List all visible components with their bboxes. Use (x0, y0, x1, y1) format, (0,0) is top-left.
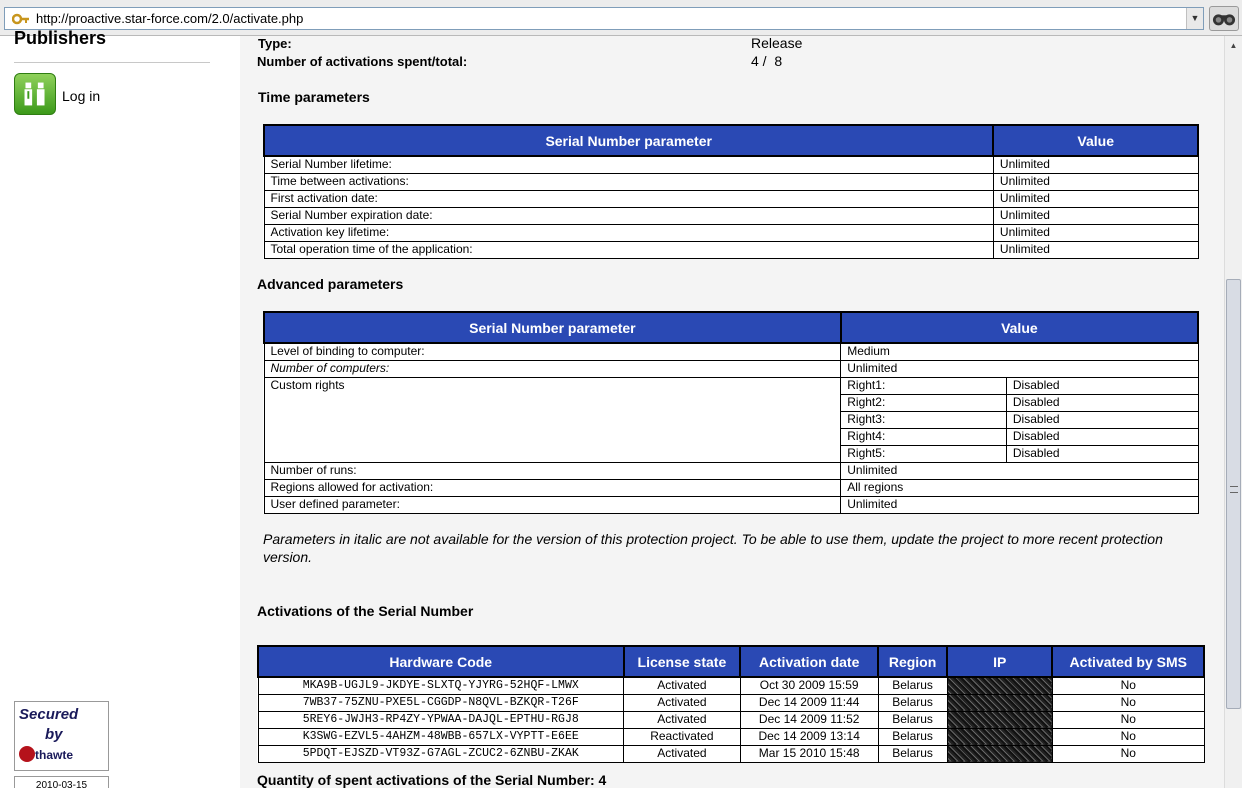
hardware-code: 7WB37-75ZNU-PXE5L-CGGDP-N8QVL-BZKQR-T26F (258, 694, 624, 711)
col-ip: IP (947, 646, 1052, 677)
region: Belarus (878, 728, 947, 745)
activated-by-sms: No (1052, 694, 1204, 711)
col-value: Value (993, 125, 1198, 156)
param-name: Serial Number lifetime: (264, 156, 993, 173)
type-label: Type: (258, 36, 292, 51)
col-serial-param: Serial Number parameter (264, 125, 993, 156)
key-icon (12, 11, 30, 27)
right-name: Right2: (841, 394, 1007, 411)
italic-params-note: Parameters in italic are not available for the version of this protection project. To be able to use them, update the project to more recent protection version. (263, 531, 1163, 565)
table-row (258, 728, 1204, 745)
license-state: Activated (624, 694, 741, 711)
col-serial-param: Serial Number parameter (264, 312, 841, 343)
param-name: Regions allowed for activation: (264, 479, 841, 496)
type-value: Release (751, 36, 803, 51)
param-value: Unlimited (993, 156, 1198, 173)
param-name: Serial Number expiration date: (264, 207, 993, 224)
time-params-heading: Time parameters (258, 89, 370, 105)
activations-count-value: 4 / 8 (751, 53, 783, 69)
table-row (258, 711, 1204, 728)
thawte-seal[interactable] (14, 701, 109, 771)
license-state: Activated (624, 745, 741, 762)
param-name: Total operation time of the application: (264, 241, 993, 258)
param-value: Unlimited (993, 173, 1198, 190)
table-row (264, 207, 1198, 224)
ip-redacted (947, 745, 1052, 762)
right-value: Disabled (1006, 445, 1198, 462)
table-row (264, 496, 1198, 513)
activation-date: Mar 15 2010 15:48 (740, 745, 878, 762)
login-link[interactable]: Log in (62, 88, 101, 104)
vertical-scrollbar[interactable] (1224, 36, 1242, 788)
user-login-icon[interactable] (14, 73, 56, 115)
param-name: Number of runs: (264, 462, 841, 479)
main-content (240, 36, 1224, 788)
param-value: Unlimited (841, 360, 1198, 377)
table-row (264, 360, 1198, 377)
scrollbar-grip-icon (1230, 486, 1238, 493)
hardware-code: 5REY6-JWJH3-RP4ZY-YPWAA-DAJQL-EPTHU-RGJ8 (258, 711, 624, 728)
param-name: Time between activations: (264, 173, 993, 190)
seal-date: 2010-03-15 (14, 776, 109, 788)
right-name: Right3: (841, 411, 1007, 428)
param-value: All regions (841, 479, 1198, 496)
advanced-params-table (263, 311, 1199, 514)
seal-text-secured: Secured (19, 706, 79, 723)
col-activated-by-sms: Activated by SMS (1052, 646, 1204, 677)
table-row (264, 343, 1198, 360)
seal-text-by: by (45, 726, 63, 743)
right-name: Right4: (841, 428, 1007, 445)
table-row (264, 377, 1198, 394)
param-name: Activation key lifetime: (264, 224, 993, 241)
license-state: Activated (624, 677, 741, 694)
param-name: Level of binding to computer: (264, 343, 841, 360)
table-row (264, 241, 1198, 258)
spent-activations-quantity (257, 772, 606, 788)
activation-date: Dec 14 2009 11:44 (740, 694, 878, 711)
url-dropdown-button[interactable]: ▼ (1186, 8, 1203, 29)
param-value: Unlimited (841, 462, 1198, 479)
table-row (264, 479, 1198, 496)
activations-heading: Activations of the Serial Number (257, 603, 474, 619)
right-name: Right1: (841, 377, 1007, 394)
activations-count-label: Number of activations spent/total: (257, 54, 468, 69)
right-value: Disabled (1006, 394, 1198, 411)
col-hardware-code: Hardware Code (258, 646, 624, 677)
custom-rights-label: Custom rights (264, 377, 841, 462)
param-value: Unlimited (841, 496, 1198, 513)
table-row (258, 694, 1204, 711)
ip-redacted (947, 694, 1052, 711)
region: Belarus (878, 677, 947, 694)
right-value: Disabled (1006, 428, 1198, 445)
sidebar-divider (14, 62, 210, 63)
table-row (264, 462, 1198, 479)
hardware-code: MKA9B-UGJL9-JKDYE-SLXTQ-YJYRG-52HQF-LMWX (258, 677, 624, 694)
quantity-label: Quantity of spent activations of the Serial Number: (257, 772, 595, 788)
activated-by-sms: No (1052, 728, 1204, 745)
activated-by-sms: No (1052, 745, 1204, 762)
sidebar-title: Publishers (14, 28, 107, 48)
activation-date: Oct 30 2009 15:59 (740, 677, 878, 694)
right-name: Right5: (841, 445, 1007, 462)
col-license-state: License state (624, 646, 741, 677)
advanced-params-heading: Advanced parameters (257, 276, 404, 292)
activated-by-sms: No (1052, 711, 1204, 728)
activation-date: Dec 14 2009 13:14 (740, 728, 878, 745)
hardware-code: K3SWG-EZVL5-4AHZM-48WBB-657LX-VYPTT-E6EE (258, 728, 624, 745)
ip-redacted (947, 711, 1052, 728)
address-bar (0, 0, 1242, 36)
region: Belarus (878, 694, 947, 711)
table-header-row (264, 312, 1198, 343)
param-name: User defined parameter: (264, 496, 841, 513)
ip-redacted (947, 677, 1052, 694)
url-text[interactable]: http://proactive.star-force.com/2.0/activate.php (36, 11, 304, 26)
activation-date: Dec 14 2009 11:52 (740, 711, 878, 728)
table-row (264, 156, 1198, 173)
activations-table (257, 645, 1205, 763)
sidebar (0, 28, 240, 788)
col-value: Value (841, 312, 1198, 343)
param-value: Unlimited (993, 207, 1198, 224)
thawte-logo-icon (19, 746, 35, 762)
table-header-row (264, 125, 1198, 156)
quantity-value: 4 (598, 772, 607, 788)
url-field[interactable] (4, 7, 1204, 30)
region: Belarus (878, 711, 947, 728)
col-region: Region (878, 646, 947, 677)
license-state: Activated (624, 711, 741, 728)
table-row (264, 190, 1198, 207)
license-state: Reactivated (624, 728, 741, 745)
param-value: Medium (841, 343, 1198, 360)
time-params-table (263, 124, 1199, 259)
scrollbar-thumb[interactable] (1226, 279, 1241, 709)
table-row (264, 173, 1198, 190)
seal-text-thawte: thawte (35, 748, 74, 762)
region: Belarus (878, 745, 947, 762)
table-row (264, 224, 1198, 241)
table-row (258, 677, 1204, 694)
param-name-unavailable: Number of computers: (264, 360, 841, 377)
ip-redacted (947, 728, 1052, 745)
table-header-row (258, 646, 1204, 677)
param-value: Unlimited (993, 241, 1198, 258)
hardware-code: 5PDQT-EJSZD-VT93Z-G7AGL-ZCUC2-6ZNBU-ZKAK (258, 745, 624, 762)
scroll-up-arrow-icon[interactable]: ▲ (1229, 41, 1238, 50)
param-value: Unlimited (993, 224, 1198, 241)
param-value: Unlimited (993, 190, 1198, 207)
right-value: Disabled (1006, 411, 1198, 428)
activated-by-sms: No (1052, 677, 1204, 694)
right-value: Disabled (1006, 377, 1198, 394)
table-row (258, 745, 1204, 762)
col-activation-date: Activation date (740, 646, 878, 677)
binoculars-icon[interactable] (1209, 6, 1239, 31)
param-name: First activation date: (264, 190, 993, 207)
